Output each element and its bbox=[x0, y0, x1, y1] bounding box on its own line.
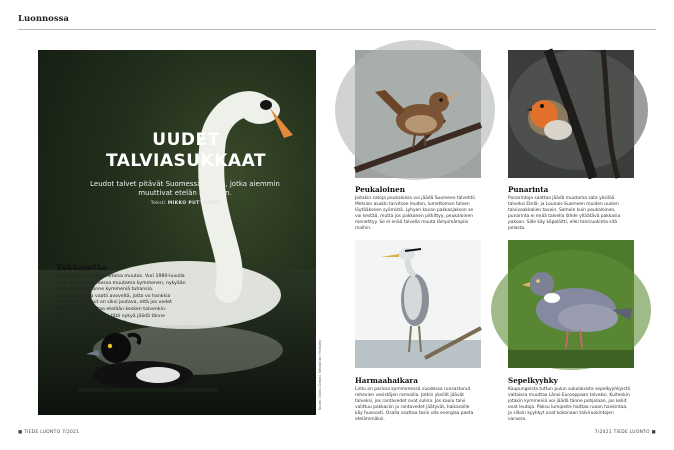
hero-title-line1: UUDET bbox=[152, 130, 220, 150]
heron-photo bbox=[355, 240, 481, 368]
bird-name: Harmaahaikara bbox=[355, 376, 418, 385]
wren-illustration bbox=[355, 50, 481, 178]
robin-illustration bbox=[508, 50, 634, 178]
bird-name: Punarinta bbox=[508, 185, 549, 194]
byline-label: Teksti bbox=[150, 201, 166, 206]
footer-left bbox=[18, 430, 79, 435]
hero-caption-text: Tukkasotkista näkyy valtaisa muutos. Vuri 1980-luvulla niitä talvehti Suomessa muutama kymmenen, nykyään niitä voi jäädä tänne kymmeniä tuhansia. Suketkapasoraa vaatii avoveltä, jotta vo hankkia ravintonsa. Linnut on siksi joutava, että jos vedet jäätyvät, se muuttaa etelään kesken talvenkin. Vesilinnuista alkkin voi tätä nykyä jäädä tänne talvehtimaan suossa parvissa. bbox=[56, 274, 186, 326]
bird-name: Sepelkyyhky bbox=[508, 376, 558, 385]
bird-text: Kaupungeista tuttun pulun sukulaisista sepelkyyhkyistä valtaissa muuttaa Länsi-Eurooppaan talveksi. Kuitenkin jotakin kymmeniä voi jäädä tänne pohjolaan, jos keliit ovat leutoja. Paksu lumipeite haittaa ruoan hankintaa, ja silloin kyyhkyt ovat kokonaan talviruokintojen varassa. bbox=[508, 387, 631, 422]
robin-caption bbox=[508, 185, 631, 232]
footer-right-text: 7/2021 TIEDE LUONTO bbox=[594, 430, 650, 435]
heron-caption bbox=[355, 376, 478, 423]
photo-credit: Kuvat: Dibbs Grabsi, Sebastian Hindsley bbox=[318, 339, 322, 410]
hero-title-line2: TALVIASUKKAAT bbox=[105, 151, 267, 171]
wren-photo bbox=[355, 50, 481, 178]
hero-lede: Leudot talvet pitävät Suomessa lintuja, jotka aiemmin muuttivat etelän lämpöön. bbox=[90, 180, 280, 197]
page-marker-icon: ■ bbox=[649, 430, 656, 435]
bird-text: Punarintoja saattaa jäädä muutama sata yksilöä talveksi Etelä- ja Lounais-Suomeen muiden uusien talvivaakkalien tavoin. Samoin kuin peukaloinen, punarinta ei enää talvella lähde ylläätävä pakkasia pakoon. Sille käy köpelöitti, ellei talviruokinta sitä pelasta. bbox=[508, 196, 621, 231]
byline-author: MIKKO PUTTONEN bbox=[167, 201, 220, 206]
bird-text: Joitakin satoja peukaloisia voi jäädä Suomeen talvehtii. Metsien asukki tarvitsee leudon, lumettoman talven löytääkseen syömistä. Lyhyen kovan pakkasjakson se voi kestää, mutta jos pakkanen pitkittyy, peukaloinen menehtyy. Se ei enää talvella muuta lämpimämpiin maihin. bbox=[355, 196, 477, 231]
woodpigeon-photo bbox=[508, 240, 634, 368]
footer-right bbox=[595, 430, 656, 435]
page-header bbox=[18, 14, 656, 30]
robin-photo bbox=[508, 50, 634, 178]
hero-photo bbox=[38, 50, 322, 415]
hero-caption-box bbox=[56, 262, 186, 327]
swan-illustration bbox=[38, 50, 316, 415]
woodpigeon-caption bbox=[508, 376, 631, 423]
heron-illustration bbox=[355, 240, 481, 368]
section-title: Luonnossa bbox=[18, 14, 69, 24]
page-marker-icon: ■ bbox=[18, 430, 25, 435]
hero-title bbox=[100, 130, 272, 172]
hero-byline bbox=[90, 201, 280, 206]
hero-caption-title: Tukkasotka bbox=[56, 262, 108, 272]
footer-left-text: TIEDE LUONTO 7/2021 bbox=[24, 430, 80, 435]
bird-text: Lintu on parissa kymmenessä vuodessa runsastunut rehevien vesistöjen rannoilla. Jotkin yksilöt jäävät talveksi, jos rantavedet ovat sulina. Jos kaulu talvi valittuu pakkasiin ja rantavedet jäätyvät, haikaroille käy huonosti. Osalla saattaa tosin olla energiaa paeta etelämmäksi. bbox=[355, 387, 474, 422]
wren-caption bbox=[355, 185, 478, 232]
bird-name: Peukaloinen bbox=[355, 185, 405, 194]
woodpigeon-illustration bbox=[508, 240, 634, 368]
